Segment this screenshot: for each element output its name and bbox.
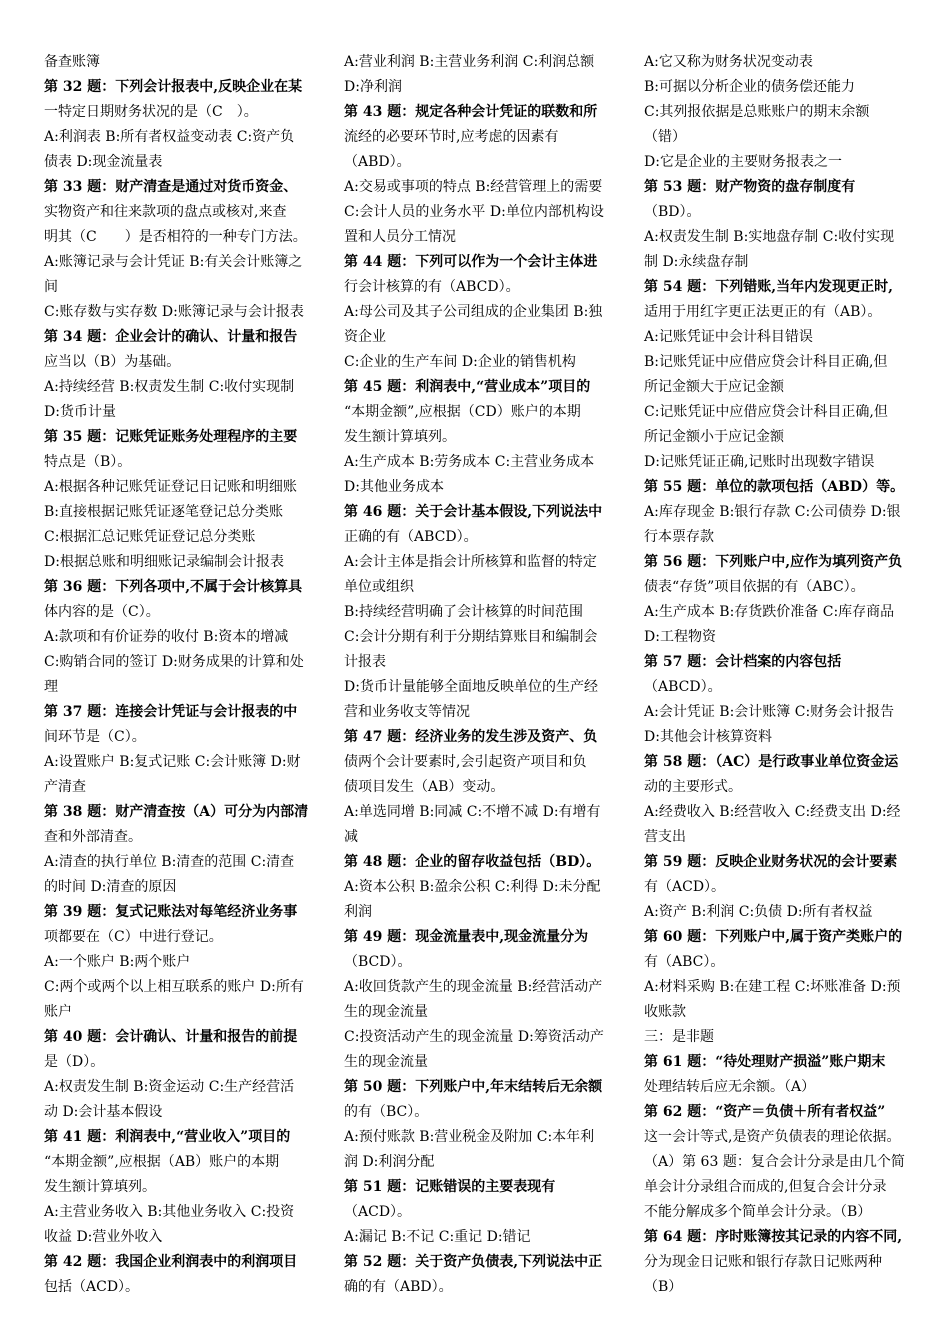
text-line: A:经费收入 B:经营收入 C:经费支出 D:经 [644,804,901,820]
text-line: C:记账凭证中应借应贷会计科目正确,但 [644,404,888,420]
text-line: A:利润表 B:所有者权益变动表 C:资产负 [44,129,295,145]
text-line: C:企业的生产车间 D:企业的销售机构 [344,354,576,370]
text-line: 分为现金日记账和银行存款日记账两种 [644,1254,882,1270]
text-line: D:记账凭证正确,记账时出现数字错误 [644,454,875,470]
text-line: 单会计分录组合而成的,但复合会计分录 [644,1179,887,1195]
text-line: 润 D:利润分配 [344,1154,435,1170]
text-line: D:其他业务成本 [344,479,444,495]
text-line: 置和人员分工情况 [344,229,456,245]
text-line: 这一会计等式,是资产负债表的理论依据。 [644,1129,901,1145]
text-line: A:材料采购 B:在建工程 C:坏账准备 D:预 [644,979,901,995]
text-line: 第 39 题：复式记账法对每笔经济业务事 [44,904,298,920]
text-line: A:预付账款 B:营业税金及附加 C:本年利 [344,1129,595,1145]
text-line: D:它是企业的主要财务报表之一 [644,154,842,170]
text-line: A:记账凭证中会计科目错误 [644,329,813,345]
text-line: 第 51 题：记账错误的主要表现有 [344,1179,556,1195]
text-column-1 [44,50,324,1344]
text-line: A:母公司及其子公司组成的企业集团 B:独 [344,304,603,320]
text-line: 第 60 题：下列账户中,属于资产类账户的 [644,929,903,945]
text-line: B:持续经营明确了会计核算的时间范围 [344,604,584,620]
text-line: “本期金额”,应根据（CD）账户的本期 [344,404,581,420]
text-line: 实物资产和往来款项的盘点或核对,来查 [44,204,287,220]
text-line: 第 52 题：关于资产负债表,下列说法中正 [344,1254,603,1270]
text-line: 所记金额小于应记金额 [644,429,784,445]
text-line: 生的现金流量 [344,1004,428,1020]
text-line: （ABCD）。 [644,679,722,695]
text-line: 第 40 题：会计确认、计量和报告的前提 [44,1029,298,1045]
text-line: C:购销合同的签订 D:财务成果的计算和处 [44,654,304,670]
text-line: A:权责发生制 B:资金运动 C:生产经营活 [44,1079,295,1095]
text-line: 不能分解成多个简单会计分录。（B） [644,1204,872,1220]
text-line: A:资产 B:利润 C:负债 D:所有者权益 [644,904,873,920]
text-line: 减 [344,829,358,845]
text-column-3 [644,50,924,1344]
text-line: 第 64 题：序时账簿按其记录的内容不同, [644,1229,903,1245]
text-line: 营和业务收支等情况 [344,704,470,720]
text-line: 计报表 [344,654,386,670]
text-line: C:会计分期有利于分期结算账目和编制会 [344,629,598,645]
text-line: C:会计人员的业务水平 D:单位内部机构设 [344,204,604,220]
text-line: 第 41 题：利润表中,“营业收入”项目的 [44,1129,291,1145]
text-line: 债表 D:现金流量表 [44,154,163,170]
text-line: 应当以（B）为基础。 [44,354,181,370]
text-line: 三：是非题 [644,1029,714,1045]
text-line: 第 61 题：“待处理财产损溢”账户期末 [644,1054,886,1070]
text-line: A:清查的执行单位 B:清查的范围 C:清查 [44,854,295,870]
text-line: A:交易或事项的特点 B:经营管理上的需要 [344,179,603,195]
text-line: 动的主要形式。 [644,779,742,795]
text-line: 第 48 题：企业的留存收益包括（BD）。 [344,854,601,870]
text-line: 适用于用红字更正法更正的有（AB）。 [644,304,882,320]
text-line: 第 38 题：财产清查按（A）可分为内部清 [44,804,309,820]
text-line: A:一个账户 B:两个账户 [44,954,191,970]
text-line: C:账存数与实存数 D:账簿记录与会计报表 [44,304,304,320]
text-line: A:账簿记录与会计凭证 B:有关会计账簿之 [44,254,303,270]
text-line: 债两个会计要素时,会引起资产项目和负 [344,754,587,770]
text-line: 第 36 题：下列各项中,不属于会计核算具 [44,579,303,595]
text-line: 查和外部清查。 [44,829,142,845]
text-line: 利润 [344,904,372,920]
text-line: 第 56 题：下列账户中,应作为填列资产负 [644,554,903,570]
text-line: 项都要在（C）中进行登记。 [44,929,223,945]
text-line: 包括（ACD）。 [44,1279,140,1295]
text-line: B:记账凭证中应借应贷会计科目正确,但 [644,354,888,370]
text-line: 第 46 题：关于会计基本假设,下列说法中 [344,504,603,520]
text-line: 正确的有（ABCD）。 [344,529,478,545]
text-line: 第 32 题：下列会计报表中,反映企业在某 [44,79,303,95]
text-line: B:直接根据记账凭证逐笔登记总分类账 [44,504,284,520]
text-line: A:漏记 B:不记 C:重记 D:错记 [344,1229,531,1245]
text-line: 第 34 题：企业会计的确认、计量和报告 [44,329,298,345]
text-line: C:两个或两个以上相互联系的账户 D:所有 [44,979,304,995]
text-line: A:款项和有价证券的收付 B:资本的增减 [44,629,289,645]
text-line: （ABD）。 [344,154,411,170]
text-line: D:根据总账和明细账记录编制会计报表 [44,554,284,570]
text-line: 第 50 题：下列账户中,年末结转后无余额 [344,1079,603,1095]
text-line: 第 33 题：财产清查是通过对货币资金、 [44,179,298,195]
text-line: （BD）。 [644,204,701,220]
text-line: 第 43 题：规定各种会计凭证的联数和所 [344,104,598,120]
text-line: A:收回货款产生的现金流量 B:经营活动产 [344,979,603,995]
text-line: 处理结转后应无余额。（A） [644,1079,816,1095]
text-line: A:生产成本 B:劳务成本 C:主营业务成本 [344,454,595,470]
text-line: 资企业 [344,329,386,345]
text-line: 有（ABC）。 [644,954,725,970]
text-line: A:单选同增 B:同减 C:不增不减 D:有增有 [344,804,601,820]
text-line: 第 35 题：记账凭证账务处理程序的主要 [44,429,298,445]
text-line: A:营业利润 B:主营业务利润 C:利润总额 [344,54,595,70]
text-line: （错） [644,129,686,145]
text-line: 有（ACD）。 [644,879,726,895]
text-line: 一特定日期财务状况的是（C ）。 [44,104,258,120]
text-line: 的有（BC）。 [344,1104,429,1120]
text-line: A:生产成本 B:存货跌价准备 C:库存商品 [644,604,895,620]
text-line: 制 D:永续盘存制 [644,254,749,270]
text-line: （A）第 63 题：复合会计分录是由几个简 [644,1154,905,1170]
text-line: 第 44 题：下列可以作为一个会计主体进 [344,254,598,270]
text-line: 发生额计算填列。 [44,1179,156,1195]
text-line: 第 45 题：利润表中,“营业成本”项目的 [344,379,591,395]
text-line: C:根据汇总记账凭证登记总分类账 [44,529,256,545]
text-line: 第 62 题：“资产＝负债＋所有者权益” [644,1104,886,1120]
text-line: 间 [44,279,58,295]
text-line: 体内容的是（C）。 [44,604,160,620]
text-line: 账户 [44,1004,72,1020]
text-line: 债项目发生（AB）变动。 [344,779,505,795]
text-line: 第 57 题：会计档案的内容包括 [644,654,842,670]
text-line: A:它又称为财务状况变动表 [644,54,813,70]
text-line: D:货币计量能够全面地反映单位的生产经 [344,679,598,695]
text-line: D:其他会计核算资料 [644,729,772,745]
text-line: 单位或组织 [344,579,414,595]
text-line: 第 55 题：单位的款项包括（ABD）等。 [644,479,905,495]
text-line: 行会计核算的有（ABCD）。 [344,279,520,295]
text-line: D:工程物资 [644,629,716,645]
text-line: C:其列报依据是总账账户的期末余额 [644,104,870,120]
text-line: A:会计主体是指会计所核算和监督的特定 [344,554,597,570]
text-line: 所记金额大于应记金额 [644,379,784,395]
text-line: （ACD）。 [344,1204,412,1220]
text-line: 特点是（B）。 [44,454,132,470]
text-line: 收益 D:营业外收入 [44,1229,163,1245]
text-line: A:持续经营 B:权责发生制 C:收付实现制 [44,379,295,395]
text-line: C:投资活动产生的现金流量 D:筹资活动产 [344,1029,604,1045]
text-line: 流经的必要环节时,应考虑的因素有 [344,129,559,145]
text-line: A:会计凭证 B:会计账簿 C:财务会计报告 [644,704,895,720]
text-line: 理 [44,679,58,695]
text-line: 的时间 D:清查的原因 [44,879,177,895]
text-line: B:可据以分析企业的债务偿还能力 [644,79,856,95]
text-line: 第 58 题：（AC）是行政事业单位资金运 [644,754,899,770]
text-line: 是（D）。 [44,1054,105,1070]
text-line: 第 54 题：下列错账,当年内发现更正时, [644,279,893,295]
text-line: （B） [644,1279,683,1295]
text-line: A:资本公积 B:盈余公积 C:利得 D:未分配 [344,879,601,895]
text-line: （BCD）。 [344,954,412,970]
text-line: 备查账簿 [44,54,100,70]
text-line: A:主营业务收入 B:其他业务收入 C:投资 [44,1204,295,1220]
text-line: 发生额计算填列。 [344,429,456,445]
text-line: 产清查 [44,779,86,795]
text-column-2 [344,50,624,1344]
text-line: 确的有（ABD）。 [344,1279,453,1295]
text-line: 行本票存款 [644,529,714,545]
text-line: 动 D:会计基本假设 [44,1104,163,1120]
text-line: 生的现金流量 [344,1054,428,1070]
text-line: D:净利润 [344,79,402,95]
text-line: 第 42 题：我国企业利润表中的利润项目 [44,1254,298,1270]
text-line: 收账款 [644,1004,686,1020]
text-line: A:根据各种记账凭证登记日记账和明细账 [44,479,297,495]
text-line: A:库存现金 B:银行存款 C:公司债券 D:银 [644,504,901,520]
text-line: 第 59 题：反映企业财务状况的会计要素 [644,854,898,870]
text-line: A:权责发生制 B:实地盘存制 C:收付实现 [644,229,895,245]
text-line: A:设置账户 B:复式记账 C:会计账簿 D:财 [44,754,301,770]
text-line: “本期金额”,应根据（AB）账户的本期 [44,1154,280,1170]
text-line: 第 49 题：现金流量表中,现金流量分为 [344,929,589,945]
text-line: D:货币计量 [44,404,116,420]
text-line: 债表“存货”项目依据的有（ABC）。 [644,579,865,595]
text-line: 第 37 题：连接会计凭证与会计报表的中 [44,704,298,720]
text-line: 明其（C ）是否相符的一种专门方法。 [44,229,307,245]
text-line: 营支出 [644,829,686,845]
text-line: 间环节是（C）。 [44,729,146,745]
text-line: 第 53 题：财产物资的盘存制度有 [644,179,856,195]
text-line: 第 47 题：经济业务的发生涉及资产、负 [344,729,598,745]
